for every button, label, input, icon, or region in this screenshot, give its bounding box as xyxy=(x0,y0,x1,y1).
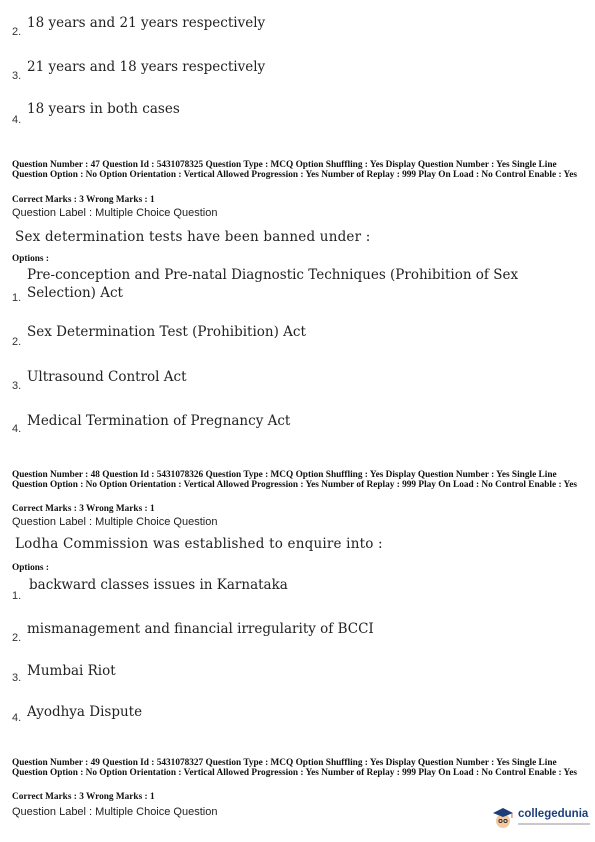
question-marks: Correct Marks : 3 Wrong Marks : 1 xyxy=(12,504,155,514)
option-number: 4. xyxy=(12,114,22,126)
option-text-line: Pre-conception and Pre-natal Diagnostic Techniques (Prohibition of Sex xyxy=(27,267,519,283)
option-text: 18 years and 21 years respectively xyxy=(27,15,266,31)
options-label: Options : xyxy=(12,563,49,573)
option-text: Mumbai Riot xyxy=(27,663,116,679)
option-text: Ayodhya Dispute xyxy=(27,704,143,720)
graduate-cap-icon xyxy=(492,806,514,830)
option-number: 3. xyxy=(12,672,22,684)
option-text: mismanagement and financial irregularity of BCCI xyxy=(27,621,374,637)
option-text-line: Selection) Act xyxy=(27,285,123,301)
option-number: 4. xyxy=(12,712,22,724)
question-text: Sex determination tests have been banned under : xyxy=(15,229,371,245)
logo-brand-text: collegedunia xyxy=(518,808,589,820)
question-marks: Correct Marks : 3 Wrong Marks : 1 xyxy=(12,792,155,802)
option-number: 2. xyxy=(12,632,22,644)
options-label: Options : xyxy=(12,254,49,264)
question-metadata: Question Number : 48 Question Id : 5431078326 Question Type : MCQ Option Shuffling : Yes Display Question Number : Yes Single Line Question Option : No Option Orientation : Vertical Allowed Progression : Yes Number of Replay : 999 Play On Load : No Control Enable : Yes xyxy=(12,470,577,490)
option-text: 18 years in both cases xyxy=(27,101,180,117)
option-number: 3. xyxy=(12,70,22,82)
collegedunia-logo xyxy=(492,804,592,834)
logo-tagline xyxy=(518,823,590,825)
option-text: Medical Termination of Pregnancy Act xyxy=(27,413,291,429)
option-number: 4. xyxy=(12,423,22,435)
option-number: 2. xyxy=(12,336,22,348)
question-metadata: Question Number : 47 Question Id : 5431078325 Question Type : MCQ Option Shuffling : Yes Display Question Number : Yes Single Line Question Option : No Option Orientation : Vertical Allowed Progression : Yes Number of Replay : 999 Play On Load : No Control Enable : Yes xyxy=(12,160,577,180)
option-text: backward classes issues in Karnataka xyxy=(29,577,288,593)
question-marks: Correct Marks : 3 Wrong Marks : 1 xyxy=(12,195,155,205)
option-number: 3. xyxy=(12,380,22,392)
option-number: 1. xyxy=(12,292,22,304)
option-text: Sex Determination Test (Prohibition) Act xyxy=(27,324,306,340)
option-text: Ultrasound Control Act xyxy=(27,369,187,385)
option-text: 21 years and 18 years respectively xyxy=(27,59,266,75)
question-label: Question Label : Multiple Choice Question xyxy=(12,806,218,818)
option-number: 2. xyxy=(12,26,22,38)
option-number: 1. xyxy=(12,590,22,602)
question-text: Lodha Commission was established to enquire into : xyxy=(15,536,383,552)
question-metadata: Question Number : 49 Question Id : 5431078327 Question Type : MCQ Option Shuffling : Yes Display Question Number : Yes Single Line Question Option : No Option Orientation : Vertical Allowed Progression : Yes Number of Replay : 999 Play On Load : No Control Enable : Yes xyxy=(12,758,577,778)
question-label: Question Label : Multiple Choice Question xyxy=(12,516,218,528)
question-label: Question Label : Multiple Choice Question xyxy=(12,207,218,219)
